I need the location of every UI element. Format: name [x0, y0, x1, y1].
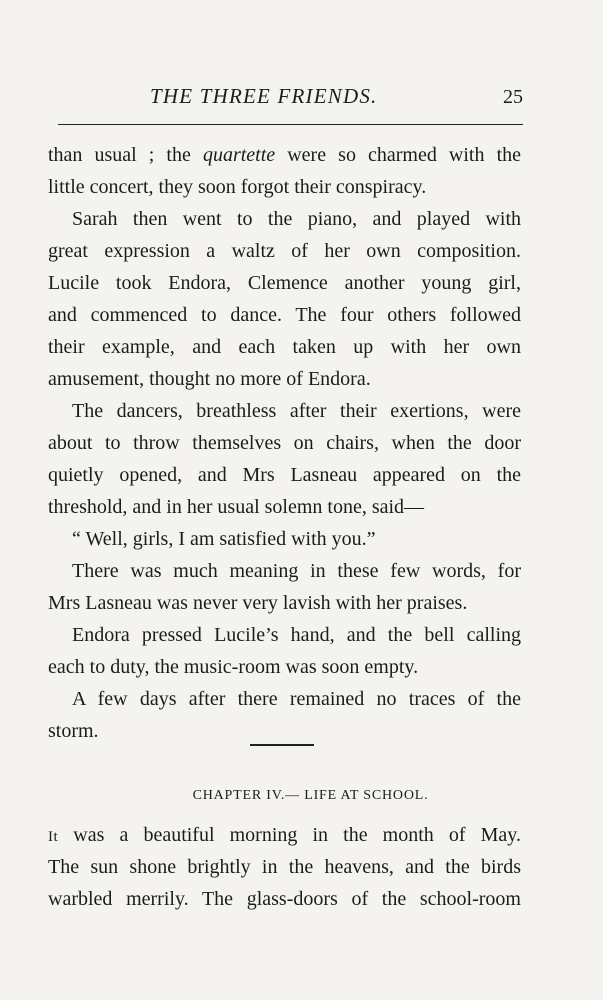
text-line: Lucile took Endora, Clemence another young girl, — [48, 272, 521, 294]
text-line: storm. — [48, 720, 99, 742]
text-line: quietly opened, and Mrs Lasneau appeared on the — [48, 464, 521, 486]
paragraph-start-line: The dancers, breathless after their exertions, were — [72, 400, 521, 422]
dialogue-line: “ Well, girls, I am satisfied with you.” — [72, 528, 376, 550]
text-line: than usual ; the quartette were so charmed with the — [48, 144, 521, 166]
emphasis: quartette — [202, 144, 276, 166]
text-line: great expression a waltz of her own composition. — [48, 240, 521, 262]
text-line: their example, and each taken up with her own — [48, 336, 521, 358]
text-line: little concert, they soon forgot their conspiracy. — [48, 176, 427, 198]
text-line: about to throw themselves on chairs, when the door — [48, 432, 521, 454]
header-rule — [58, 124, 523, 125]
text-line: The sun shone brightly in the heavens, and the birds — [48, 856, 521, 878]
text-line: and commenced to dance. The four others followed — [48, 304, 521, 326]
section-separator-rule — [250, 744, 314, 746]
running-title: THE THREE FRIENDS. — [150, 84, 378, 108]
chapter-heading: CHAPTER IV.— LIFE AT SCHOOL. — [192, 788, 429, 803]
text-line: amusement, thought no more of Endora. — [48, 368, 371, 390]
text-line: Mrs Lasneau was never very lavish with her praises. — [48, 592, 468, 614]
paragraph-start-line: A few days after there remained no traces of the — [72, 688, 521, 710]
text-line: each to duty, the music-room was soon empty. — [48, 656, 419, 678]
chapter-first-line: It was a beautiful morning in the month of May. — [48, 824, 521, 846]
text-line: threshold, and in her usual solemn tone, said— — [48, 496, 425, 518]
text-line: warbled merrily. The glass-doors of the school-room — [48, 888, 521, 910]
paragraph-start-line: Sarah then went to the piano, and played with — [72, 208, 521, 230]
paragraph-start-line: Endora pressed Lucile’s hand, and the bell calling — [72, 624, 521, 646]
paragraph-start-line: There was much meaning in these few words, for — [72, 560, 521, 582]
page-number: 25 — [503, 86, 523, 108]
small-caps-opening: It — [48, 829, 59, 845]
running-head — [0, 84, 603, 114]
